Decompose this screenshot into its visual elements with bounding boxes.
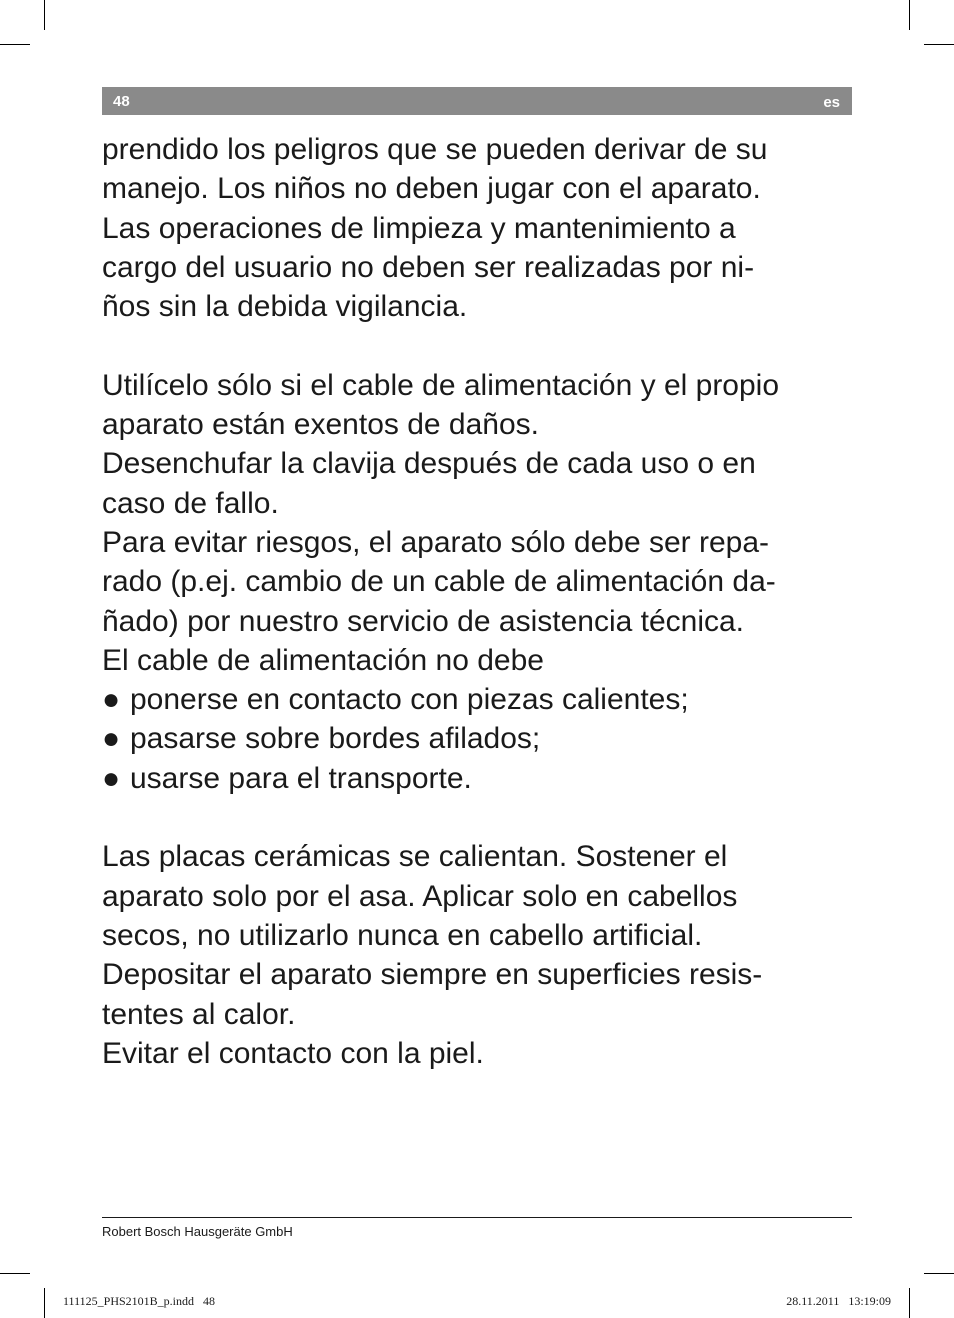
bullet-item [102, 680, 862, 719]
crop-mark-top-right-vertical [909, 0, 910, 30]
text-line: Desenchufar la clavija después de cada uso o en [102, 447, 756, 481]
text-line: aparato solo por el asa. Aplicar solo en cabellos [102, 879, 738, 913]
text-line: rado (p.ej. cambio de un cable de alimentación da- [102, 565, 776, 599]
bullet-icon: ● [102, 683, 121, 717]
crop-mark-bottom-right-vertical [909, 1288, 910, 1318]
text-line: aparato están exentos de daños. [102, 408, 539, 442]
crop-mark-bottom-left-horizontal [0, 1273, 30, 1274]
footer-divider [102, 1217, 852, 1218]
page-number: 48 [113, 93, 130, 110]
text-line: Depositar el aparato siempre en superficies resis- [102, 958, 763, 992]
bullet-text: usarse para el transporte. [130, 761, 472, 795]
bullet-text: ponerse en contacto con piezas calientes; [130, 683, 689, 717]
bullet-icon: ● [102, 761, 121, 795]
text-line: prendido los peligros que se pueden derivar de su [102, 133, 768, 166]
page-header-bar [102, 87, 852, 115]
print-slug-file: 111125_PHS2101B_p.indd 48 [63, 1294, 216, 1308]
crop-mark-top-left-horizontal [0, 44, 30, 45]
bullet-text: pasarse sobre bordes afilados; [130, 722, 541, 756]
crop-mark-bottom-right-horizontal [924, 1273, 954, 1274]
paragraph-gap [102, 798, 862, 837]
text-line: cargo del usuario no deben ser realizadas por ni- [102, 250, 755, 284]
paragraph-gap [102, 326, 862, 365]
bullet-item [102, 759, 862, 798]
text-line: Utilícelo sólo si el cable de alimentación y el propio [102, 368, 780, 402]
text-line: ñado) por nuestro servicio de asistencia técnica. [102, 604, 745, 638]
text-line: Para evitar riesgos, el aparato sólo debe ser repa- [102, 525, 770, 559]
footer-company-name: Robert Bosch Hausgeräte GmbH [102, 1224, 293, 1239]
text-line: El cable de alimentación no debe [102, 643, 544, 677]
bullet-icon: ● [102, 722, 121, 756]
crop-mark-top-right-horizontal [924, 44, 954, 45]
crop-mark-top-left-vertical [44, 0, 45, 30]
text-line: Las operaciones de limpieza y mantenimiento a [102, 211, 736, 245]
body-text [102, 130, 862, 1073]
crop-mark-bottom-left-vertical [44, 1288, 45, 1318]
print-slug-date: 28.11.2011 13:19:09 [786, 1294, 891, 1308]
text-line: ños sin la debida vigilancia. [102, 290, 468, 324]
text-line: manejo. Los niños no deben jugar con el aparato. [102, 172, 761, 206]
language-code: es [823, 94, 840, 111]
text-line: tentes al calor. [102, 997, 296, 1031]
text-line: caso de fallo. [102, 486, 279, 520]
text-line: Evitar el contacto con la piel. [102, 1036, 484, 1070]
text-line: Las placas cerámicas se calientan. Sostener el [102, 840, 728, 874]
bullet-item [102, 719, 862, 758]
text-line: secos, no utilizarlo nunca en cabello artificial. [102, 918, 703, 952]
